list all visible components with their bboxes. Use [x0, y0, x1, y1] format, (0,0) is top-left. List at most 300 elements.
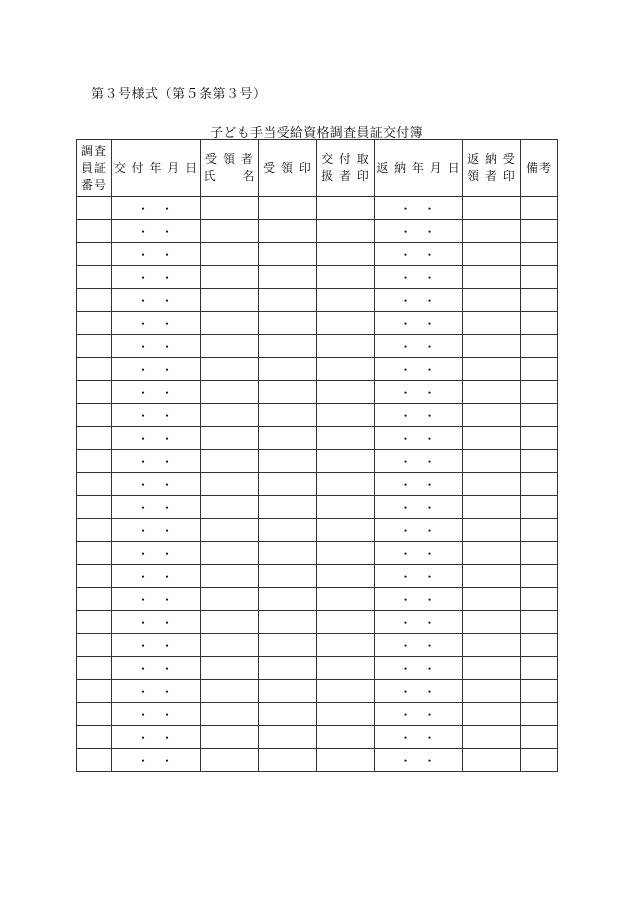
date-placeholder: ・・	[136, 753, 185, 768]
cell-return-date[interactable]	[375, 749, 463, 772]
header-id-number-line-3: 番号	[80, 177, 107, 192]
cell-receipt-seal[interactable]	[259, 749, 317, 772]
date-placeholder: ・・	[399, 707, 448, 722]
cell-recipient-name[interactable]	[201, 312, 259, 335]
cell-return-date[interactable]	[375, 611, 463, 634]
cell-id-number[interactable]	[77, 358, 112, 381]
cell-receipt-seal[interactable]	[259, 611, 317, 634]
cell-receipt-seal[interactable]	[259, 266, 317, 289]
cell-receipt-seal[interactable]	[259, 565, 317, 588]
certificate-register-table	[76, 139, 558, 772]
cell-receipt-seal[interactable]	[259, 588, 317, 611]
cell-issuer-seal[interactable]	[317, 404, 375, 427]
cell-issuer-seal[interactable]	[317, 565, 375, 588]
date-placeholder: ・・	[399, 201, 448, 216]
date-placeholder: ・・	[136, 500, 185, 515]
cell-issue-date[interactable]	[112, 289, 201, 312]
cell-issue-date[interactable]	[112, 749, 201, 772]
table-row	[77, 381, 558, 404]
cell-receipt-seal[interactable]	[259, 243, 317, 266]
cell-issuer-seal[interactable]	[317, 427, 375, 450]
cell-id-number[interactable]	[77, 243, 112, 266]
date-placeholder: ・・	[399, 753, 448, 768]
date-placeholder: ・・	[136, 661, 185, 676]
cell-remarks[interactable]	[521, 266, 558, 289]
date-placeholder: ・・	[399, 224, 448, 239]
cell-remarks[interactable]	[521, 657, 558, 680]
cell-receipt-seal[interactable]	[259, 726, 317, 749]
table-row	[77, 473, 558, 496]
cell-id-number[interactable]	[77, 519, 112, 542]
date-placeholder: ・・	[136, 362, 185, 377]
cell-issue-date[interactable]	[112, 450, 201, 473]
date-placeholder: ・・	[136, 523, 185, 538]
table-row	[77, 243, 558, 266]
cell-remarks[interactable]	[521, 220, 558, 243]
cell-remarks[interactable]	[521, 703, 558, 726]
table-row	[77, 197, 558, 220]
header-return-date	[375, 140, 463, 197]
cell-return-receiver-seal[interactable]	[463, 335, 521, 358]
cell-return-receiver-seal[interactable]	[463, 680, 521, 703]
cell-remarks[interactable]	[521, 749, 558, 772]
date-placeholder: ・・	[399, 339, 448, 354]
cell-receipt-seal[interactable]	[259, 634, 317, 657]
date-placeholder: ・・	[399, 362, 448, 377]
date-placeholder: ・・	[399, 730, 448, 745]
cell-issuer-seal[interactable]	[317, 634, 375, 657]
cell-return-date[interactable]	[375, 588, 463, 611]
cell-issue-date[interactable]	[112, 657, 201, 680]
cell-issue-date[interactable]	[112, 611, 201, 634]
cell-recipient-name[interactable]	[201, 289, 259, 312]
cell-issuer-seal[interactable]	[317, 358, 375, 381]
cell-issuer-seal[interactable]	[317, 335, 375, 358]
cell-recipient-name[interactable]	[201, 266, 259, 289]
date-placeholder: ・・	[136, 592, 185, 607]
cell-remarks[interactable]	[521, 312, 558, 335]
table-row	[77, 427, 558, 450]
cell-issuer-seal[interactable]	[317, 749, 375, 772]
cell-issuer-seal[interactable]	[317, 657, 375, 680]
cell-return-date[interactable]	[375, 542, 463, 565]
cell-remarks[interactable]	[521, 611, 558, 634]
date-placeholder: ・・	[399, 477, 448, 492]
cell-recipient-name[interactable]	[201, 519, 259, 542]
cell-id-number[interactable]	[77, 634, 112, 657]
date-placeholder: ・・	[136, 477, 185, 492]
cell-remarks[interactable]	[521, 542, 558, 565]
cell-recipient-name[interactable]	[201, 450, 259, 473]
cell-remarks[interactable]	[521, 427, 558, 450]
cell-return-date[interactable]	[375, 703, 463, 726]
cell-recipient-name[interactable]	[201, 197, 259, 220]
cell-issue-date[interactable]	[112, 197, 201, 220]
cell-issuer-seal[interactable]	[317, 588, 375, 611]
header-return-receiver-seal	[463, 140, 521, 197]
cell-id-number[interactable]	[77, 404, 112, 427]
cell-issue-date[interactable]	[112, 312, 201, 335]
cell-remarks[interactable]	[521, 335, 558, 358]
date-placeholder: ・・	[136, 546, 185, 561]
cell-receipt-seal[interactable]	[259, 358, 317, 381]
table-row	[77, 496, 558, 519]
cell-receipt-seal[interactable]	[259, 519, 317, 542]
date-placeholder: ・・	[399, 546, 448, 561]
date-placeholder: ・・	[399, 247, 448, 262]
cell-receipt-seal[interactable]	[259, 542, 317, 565]
cell-remarks[interactable]	[521, 634, 558, 657]
cell-return-receiver-seal[interactable]	[463, 243, 521, 266]
date-placeholder: ・・	[136, 638, 185, 653]
header-return-date-line-1: 返 納 年 月 日	[376, 160, 461, 175]
date-placeholder: ・・	[399, 500, 448, 515]
cell-return-date[interactable]	[375, 519, 463, 542]
cell-id-number[interactable]	[77, 611, 112, 634]
cell-issuer-seal[interactable]	[317, 450, 375, 473]
header-return-receiver-seal-line-1: 返 納 受	[467, 152, 516, 166]
cell-return-receiver-seal[interactable]	[463, 197, 521, 220]
date-placeholder: ・・	[136, 569, 185, 584]
cell-recipient-name[interactable]	[201, 749, 259, 772]
cell-receipt-seal[interactable]	[259, 703, 317, 726]
cell-receipt-seal[interactable]	[259, 680, 317, 703]
date-placeholder: ・・	[136, 201, 185, 216]
cell-issuer-seal[interactable]	[317, 473, 375, 496]
cell-id-number[interactable]	[77, 450, 112, 473]
date-placeholder: ・・	[136, 615, 185, 630]
table-row	[77, 611, 558, 634]
cell-issue-date[interactable]	[112, 565, 201, 588]
cell-recipient-name[interactable]	[201, 243, 259, 266]
cell-issue-date[interactable]	[112, 358, 201, 381]
cell-issuer-seal[interactable]	[317, 289, 375, 312]
cell-issue-date[interactable]	[112, 703, 201, 726]
cell-recipient-name[interactable]	[201, 726, 259, 749]
cell-return-date[interactable]	[375, 381, 463, 404]
cell-recipient-name[interactable]	[201, 335, 259, 358]
table-row	[77, 312, 558, 335]
table-row	[77, 220, 558, 243]
cell-id-number[interactable]	[77, 266, 112, 289]
cell-issue-date[interactable]	[112, 473, 201, 496]
cell-recipient-name[interactable]	[201, 703, 259, 726]
cell-issue-date[interactable]	[112, 266, 201, 289]
table-row	[77, 680, 558, 703]
cell-issue-date[interactable]	[112, 404, 201, 427]
header-remarks	[521, 140, 558, 197]
cell-return-date[interactable]	[375, 450, 463, 473]
date-placeholder: ・・	[136, 408, 185, 423]
header-id-number-line-1: 調査	[80, 143, 107, 158]
cell-recipient-name[interactable]	[201, 427, 259, 450]
cell-id-number[interactable]	[77, 312, 112, 335]
header-issue-date	[112, 140, 201, 197]
cell-return-date[interactable]	[375, 289, 463, 312]
cell-return-date[interactable]	[375, 266, 463, 289]
cell-return-receiver-seal[interactable]	[463, 289, 521, 312]
date-placeholder: ・・	[136, 730, 185, 745]
date-placeholder: ・・	[399, 431, 448, 446]
cell-return-date[interactable]	[375, 404, 463, 427]
date-placeholder: ・・	[399, 569, 448, 584]
cell-issue-date[interactable]	[112, 680, 201, 703]
cell-return-receiver-seal[interactable]	[463, 542, 521, 565]
cell-return-date[interactable]	[375, 634, 463, 657]
table-row	[77, 519, 558, 542]
date-placeholder: ・・	[136, 431, 185, 446]
cell-receipt-seal[interactable]	[259, 381, 317, 404]
cell-id-number[interactable]	[77, 565, 112, 588]
cell-issue-date[interactable]	[112, 634, 201, 657]
header-issuer-seal	[317, 140, 375, 197]
header-return-receiver-seal-line-2: 領 者 印	[467, 169, 516, 183]
cell-receipt-seal[interactable]	[259, 657, 317, 680]
cell-id-number[interactable]	[77, 542, 112, 565]
cell-receipt-seal[interactable]	[259, 473, 317, 496]
table-row	[77, 565, 558, 588]
page-title: 子ども手当受給資格調査員証交付簿	[210, 126, 423, 141]
cell-return-receiver-seal[interactable]	[463, 266, 521, 289]
header-recipient-name	[201, 140, 259, 197]
cell-return-date[interactable]	[375, 220, 463, 243]
cell-return-receiver-seal[interactable]	[463, 473, 521, 496]
cell-return-receiver-seal[interactable]	[463, 565, 521, 588]
cell-issuer-seal[interactable]	[317, 519, 375, 542]
date-placeholder: ・・	[399, 638, 448, 653]
cell-recipient-name[interactable]	[201, 220, 259, 243]
cell-receipt-seal[interactable]	[259, 404, 317, 427]
cell-receipt-seal[interactable]	[259, 220, 317, 243]
cell-receipt-seal[interactable]	[259, 312, 317, 335]
date-placeholder: ・・	[399, 293, 448, 308]
cell-issuer-seal[interactable]	[317, 542, 375, 565]
cell-return-date[interactable]	[375, 565, 463, 588]
cell-return-receiver-seal[interactable]	[463, 450, 521, 473]
cell-recipient-name[interactable]	[201, 680, 259, 703]
cell-issue-date[interactable]	[112, 588, 201, 611]
cell-remarks[interactable]	[521, 588, 558, 611]
register-body	[77, 197, 558, 772]
cell-id-number[interactable]	[77, 335, 112, 358]
cell-issuer-seal[interactable]	[317, 243, 375, 266]
cell-id-number[interactable]	[77, 726, 112, 749]
table-row	[77, 289, 558, 312]
cell-issue-date[interactable]	[112, 519, 201, 542]
cell-id-number[interactable]	[77, 197, 112, 220]
cell-id-number[interactable]	[77, 703, 112, 726]
header-recipient-name-line-1: 受 領 者	[205, 152, 254, 166]
cell-receipt-seal[interactable]	[259, 427, 317, 450]
cell-issue-date[interactable]	[112, 726, 201, 749]
cell-remarks[interactable]	[521, 243, 558, 266]
cell-receipt-seal[interactable]	[259, 289, 317, 312]
table-row	[77, 358, 558, 381]
cell-recipient-name[interactable]	[201, 542, 259, 565]
date-placeholder: ・・	[399, 615, 448, 630]
cell-return-date[interactable]	[375, 358, 463, 381]
cell-issue-date[interactable]	[112, 496, 201, 519]
cell-issuer-seal[interactable]	[317, 496, 375, 519]
header-recipient-name-line-2: 氏 名	[203, 169, 256, 183]
header-issuer-seal-line-2: 扱 者 印	[321, 169, 370, 183]
cell-issuer-seal[interactable]	[317, 703, 375, 726]
cell-id-number[interactable]	[77, 496, 112, 519]
table-row	[77, 634, 558, 657]
cell-return-receiver-seal[interactable]	[463, 703, 521, 726]
header-remarks-line-1: 備考	[525, 160, 552, 175]
table-row	[77, 266, 558, 289]
cell-remarks[interactable]	[521, 197, 558, 220]
date-placeholder: ・・	[136, 385, 185, 400]
cell-return-receiver-seal[interactable]	[463, 404, 521, 427]
cell-issuer-seal[interactable]	[317, 680, 375, 703]
header-issue-date-line-1: 交 付 年 月 日	[113, 160, 199, 175]
cell-return-receiver-seal[interactable]	[463, 657, 521, 680]
cell-remarks[interactable]	[521, 680, 558, 703]
cell-return-date[interactable]	[375, 427, 463, 450]
cell-remarks[interactable]	[521, 381, 558, 404]
table-row	[77, 450, 558, 473]
cell-issuer-seal[interactable]	[317, 220, 375, 243]
cell-return-receiver-seal[interactable]	[463, 588, 521, 611]
cell-remarks[interactable]	[521, 726, 558, 749]
date-placeholder: ・・	[399, 592, 448, 607]
date-placeholder: ・・	[136, 293, 185, 308]
date-placeholder: ・・	[399, 661, 448, 676]
cell-return-receiver-seal[interactable]	[463, 427, 521, 450]
cell-recipient-name[interactable]	[201, 473, 259, 496]
cell-id-number[interactable]	[77, 473, 112, 496]
header-receipt-seal	[259, 140, 317, 197]
cell-receipt-seal[interactable]	[259, 496, 317, 519]
cell-id-number[interactable]	[77, 749, 112, 772]
cell-issuer-seal[interactable]	[317, 266, 375, 289]
cell-remarks[interactable]	[521, 519, 558, 542]
cell-recipient-name[interactable]	[201, 381, 259, 404]
table-row	[77, 657, 558, 680]
cell-return-receiver-seal[interactable]	[463, 358, 521, 381]
cell-id-number[interactable]	[77, 220, 112, 243]
cell-return-receiver-seal[interactable]	[463, 312, 521, 335]
cell-return-date[interactable]	[375, 312, 463, 335]
cell-return-receiver-seal[interactable]	[463, 611, 521, 634]
cell-return-receiver-seal[interactable]	[463, 220, 521, 243]
cell-return-receiver-seal[interactable]	[463, 496, 521, 519]
table-row	[77, 588, 558, 611]
cell-issuer-seal[interactable]	[317, 381, 375, 404]
table-row	[77, 703, 558, 726]
cell-return-receiver-seal[interactable]	[463, 381, 521, 404]
header-row	[77, 140, 558, 197]
cell-remarks[interactable]	[521, 565, 558, 588]
date-placeholder: ・・	[136, 684, 185, 699]
cell-issue-date[interactable]	[112, 335, 201, 358]
cell-recipient-name[interactable]	[201, 565, 259, 588]
cell-return-receiver-seal[interactable]	[463, 519, 521, 542]
cell-recipient-name[interactable]	[201, 404, 259, 427]
cell-remarks[interactable]	[521, 473, 558, 496]
cell-return-date[interactable]	[375, 335, 463, 358]
date-placeholder: ・・	[136, 224, 185, 239]
header-id-number-line-2: 員証	[80, 160, 107, 175]
date-placeholder: ・・	[136, 270, 185, 285]
cell-id-number[interactable]	[77, 289, 112, 312]
table-row	[77, 335, 558, 358]
form-number: 第３号様式（第５条第３号）	[91, 87, 267, 102]
cell-id-number[interactable]	[77, 588, 112, 611]
cell-remarks[interactable]	[521, 289, 558, 312]
cell-issuer-seal[interactable]	[317, 312, 375, 335]
date-placeholder: ・・	[399, 270, 448, 285]
date-placeholder: ・・	[399, 523, 448, 538]
cell-recipient-name[interactable]	[201, 358, 259, 381]
cell-return-date[interactable]	[375, 197, 463, 220]
cell-issue-date[interactable]	[112, 220, 201, 243]
cell-return-date[interactable]	[375, 657, 463, 680]
header-receipt-seal-line-1: 受 領 印	[263, 160, 312, 175]
cell-issue-date[interactable]	[112, 427, 201, 450]
cell-return-receiver-seal[interactable]	[463, 726, 521, 749]
cell-return-date[interactable]	[375, 680, 463, 703]
cell-return-date[interactable]	[375, 473, 463, 496]
cell-receipt-seal[interactable]	[259, 335, 317, 358]
cell-remarks[interactable]	[521, 450, 558, 473]
cell-return-date[interactable]	[375, 726, 463, 749]
date-placeholder: ・・	[136, 316, 185, 331]
table-row	[77, 749, 558, 772]
cell-issuer-seal[interactable]	[317, 197, 375, 220]
date-placeholder: ・・	[399, 454, 448, 469]
cell-id-number[interactable]	[77, 657, 112, 680]
cell-recipient-name[interactable]	[201, 588, 259, 611]
table-row	[77, 542, 558, 565]
cell-issue-date[interactable]	[112, 243, 201, 266]
date-placeholder: ・・	[136, 707, 185, 722]
cell-recipient-name[interactable]	[201, 611, 259, 634]
cell-recipient-name[interactable]	[201, 657, 259, 680]
cell-receipt-seal[interactable]	[259, 197, 317, 220]
cell-issue-date[interactable]	[112, 381, 201, 404]
cell-id-number[interactable]	[77, 427, 112, 450]
cell-id-number[interactable]	[77, 680, 112, 703]
date-placeholder: ・・	[136, 339, 185, 354]
cell-receipt-seal[interactable]	[259, 450, 317, 473]
date-placeholder: ・・	[136, 247, 185, 262]
table-row	[77, 726, 558, 749]
table-row	[77, 404, 558, 427]
cell-recipient-name[interactable]	[201, 496, 259, 519]
cell-recipient-name[interactable]	[201, 634, 259, 657]
header-issuer-seal-line-1: 交 付 取	[321, 152, 370, 166]
cell-issuer-seal[interactable]	[317, 726, 375, 749]
header-id-number	[77, 140, 112, 197]
cell-remarks[interactable]	[521, 496, 558, 519]
cell-return-date[interactable]	[375, 243, 463, 266]
date-placeholder: ・・	[399, 385, 448, 400]
cell-id-number[interactable]	[77, 381, 112, 404]
cell-return-receiver-seal[interactable]	[463, 749, 521, 772]
cell-return-receiver-seal[interactable]	[463, 634, 521, 657]
cell-return-date[interactable]	[375, 496, 463, 519]
cell-remarks[interactable]	[521, 358, 558, 381]
cell-issue-date[interactable]	[112, 542, 201, 565]
date-placeholder: ・・	[136, 454, 185, 469]
date-placeholder: ・・	[399, 316, 448, 331]
cell-issuer-seal[interactable]	[317, 611, 375, 634]
date-placeholder: ・・	[399, 408, 448, 423]
cell-remarks[interactable]	[521, 404, 558, 427]
